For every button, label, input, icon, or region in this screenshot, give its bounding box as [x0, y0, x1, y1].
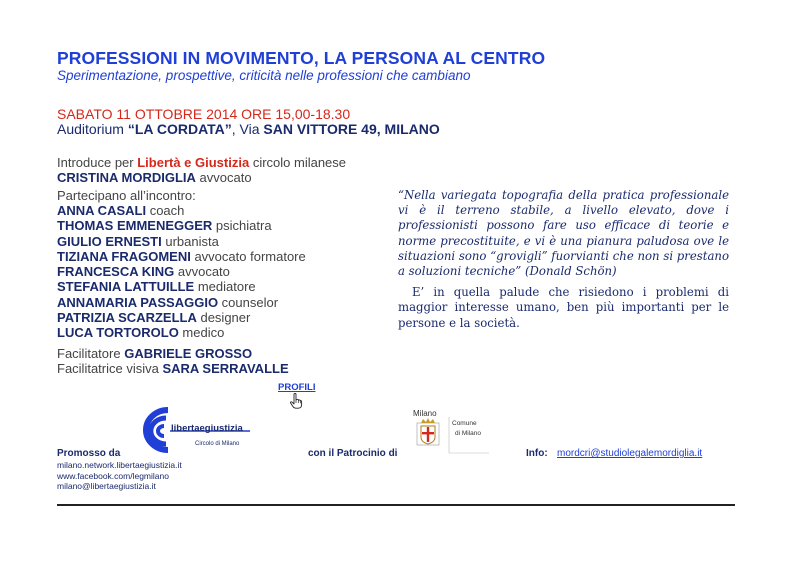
participant-item: [57, 218, 306, 233]
milano-logo-dimilano: di Milano: [455, 430, 482, 437]
venue-city: , MILANO: [376, 121, 440, 137]
participant-item: [57, 203, 306, 218]
participant-item: [57, 295, 306, 310]
venue-address: SAN VITTORE 49: [263, 121, 377, 137]
participant-name: LUCA TORTOROLO: [57, 325, 179, 341]
info-label: Info:: [526, 448, 548, 459]
participant-name: ANNAMARIA PASSAGGIO: [57, 294, 219, 310]
participant-name: TIZIANA FRAGOMENI: [57, 248, 191, 264]
facilitator-name: GABRIELE GROSSO: [124, 346, 253, 361]
footer-link[interactable]: milano.network.libertaegiustizia.it: [57, 460, 182, 470]
facilitator-label: Facilitatore: [57, 346, 125, 361]
participant-role: mediatore: [194, 279, 256, 295]
participant-item: [57, 325, 306, 340]
intro-speaker-name: CRISTINA MORDIGLIA: [57, 170, 196, 185]
participant-name: STEFANIA LATTUILLE: [57, 279, 195, 295]
participant-role: psichiatra: [212, 218, 272, 234]
intro-speaker: [57, 170, 252, 185]
participant-role: medico: [178, 325, 225, 341]
participant-name: ANNA CASALI: [57, 203, 147, 218]
footer-links: [57, 460, 182, 492]
venue-sep: , Via: [231, 121, 264, 137]
visual-facilitator-label: Facilitatrice visiva: [57, 361, 163, 376]
participant-item: [57, 264, 306, 279]
hand-pointer-icon[interactable]: [289, 393, 303, 409]
intro-line: [57, 155, 346, 170]
milano-logo-label: Milano: [413, 409, 437, 418]
participant-name: THOMAS EMMENEGGER: [57, 218, 213, 234]
facilitator-line: [57, 346, 252, 361]
intro-prefix: Introduce per: [57, 155, 138, 170]
participants-list: [57, 203, 306, 341]
footer-divider: [57, 504, 735, 506]
participant-role: coach: [146, 203, 185, 218]
participants-heading: Partecipano all’incontro:: [57, 188, 196, 203]
patronage-label: con il Patrocinio di: [308, 448, 398, 459]
participant-name: PATRIZIA SCARZELLA: [57, 310, 197, 326]
participant-item: [57, 279, 306, 294]
liberta-logo-subtext: Circolo di Milano: [195, 441, 240, 447]
promoted-by-label: Promosso da: [57, 448, 121, 459]
participant-item: [57, 234, 306, 249]
participant-name: FRANCESCA KING: [57, 264, 175, 280]
participant-item: [57, 249, 306, 264]
footer-link[interactable]: www.facebook.com/legmilano: [57, 470, 169, 481]
quote-text: “Nella variegata topografia della pratica professionale vi è il terreno stabile, a livello elevato, dove i professionisti possono fare uso efficace di teorie e norme precostituite, e vi è una pianura paludosa ove le situazioni sono “grovigli” fuorvianti che non si prestano a soluzioni tecniche” (Donald Schön): [398, 188, 729, 279]
participant-role: urbanista: [161, 233, 219, 249]
participant-item: [57, 310, 306, 325]
page-subtitle: Sperimentazione, prospettive, criticità nelle professioni che cambiano: [57, 68, 471, 83]
intro-org: Libertà e Giustizia: [137, 155, 250, 170]
intro-speaker-role: avvocato: [195, 170, 252, 185]
event-date: SABATO 11 OTTOBRE 2014 ORE 15,00-18.30: [57, 106, 351, 122]
participant-role: counselor: [218, 294, 279, 310]
visual-facilitator-line: [57, 361, 289, 376]
participant-name: GIULIO ERNESTI: [57, 233, 162, 249]
liberta-logo-text: libertaegiustizia: [171, 423, 243, 434]
participant-role: designer: [196, 310, 251, 326]
event-venue: [57, 121, 440, 137]
milano-logo-comune: Comune: [452, 420, 477, 427]
venue-prefix: Auditorium: [57, 121, 128, 137]
intro-suffix: circolo milanese: [249, 155, 347, 170]
visual-facilitator-name: SARA SERRAVALLE: [162, 361, 289, 376]
page-title: PROFESSIONI IN MOVIMENTO, LA PERSONA AL CENTRO: [57, 48, 546, 68]
quote-block: [398, 188, 729, 331]
participant-role: avvocato formatore: [190, 248, 306, 264]
quote-commentary: E’ in quella palude che risiedono i problemi di maggior interesse umano, ben più importanti per le persone e la società.: [398, 285, 729, 330]
venue-name: “LA CORDATA”: [127, 121, 232, 137]
info-email-link[interactable]: mordcri@studiolegalemordiglia.it: [557, 448, 703, 459]
footer-link[interactable]: milano@libertaegiustizia.it: [57, 481, 156, 491]
participant-role: avvocato: [174, 264, 230, 280]
profili-link[interactable]: PROFILI: [278, 382, 316, 393]
